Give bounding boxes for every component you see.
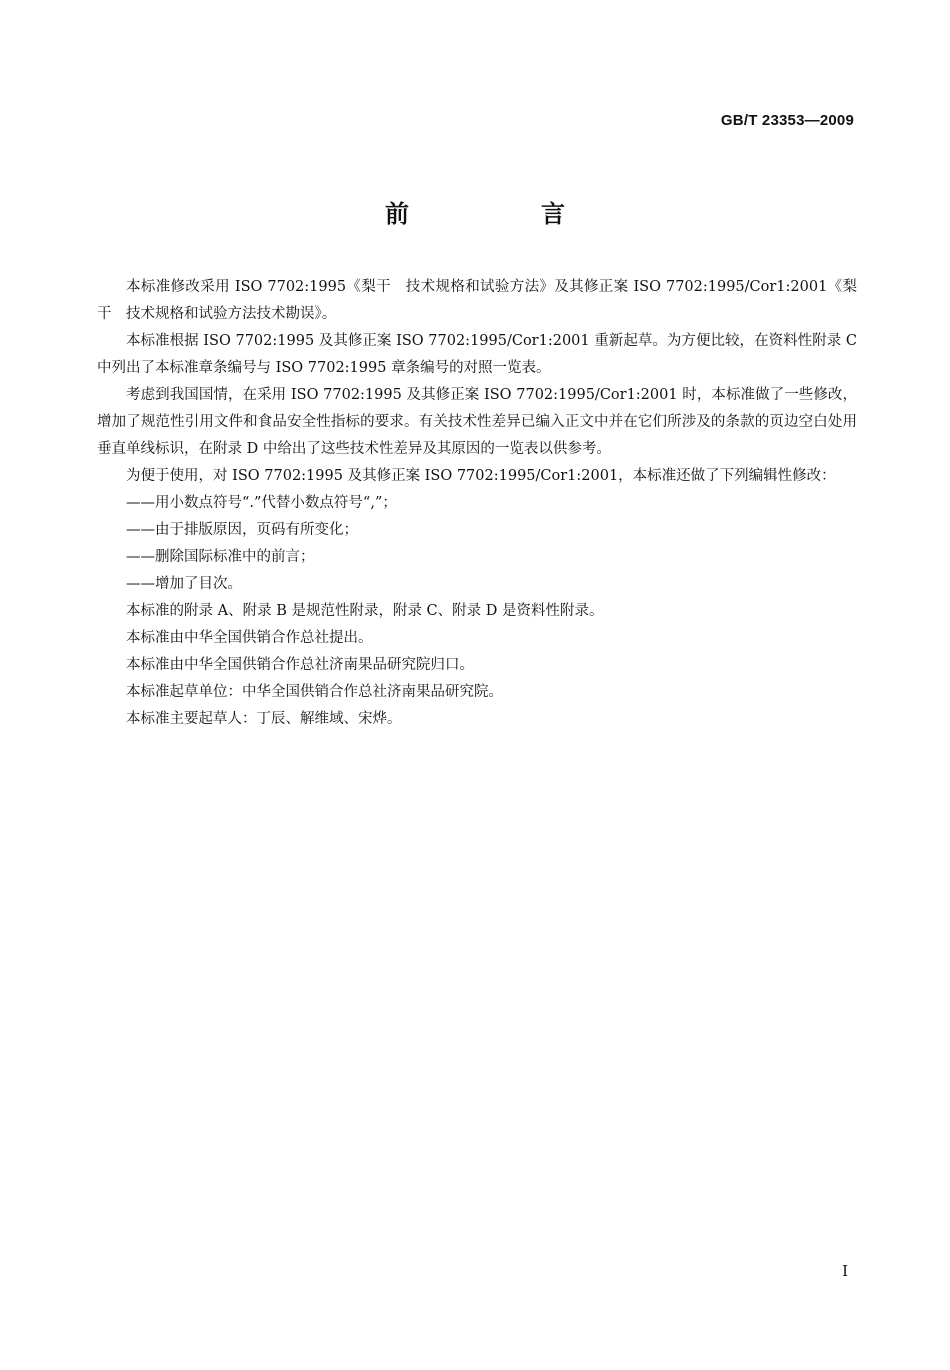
edit-item-decimal: ——用小数点符号“.”代替小数点符号“,”；: [126, 495, 397, 511]
edit-item-pagination: ——由于排版原因，页码有所变化；: [126, 522, 358, 538]
paragraph-drafting-unit: 本标准起草单位：中华全国供销合作总社济南果品研究院。: [126, 684, 503, 700]
paragraph-centralized: 本标准由中华全国供销合作总社济南果品研究院归口。: [126, 657, 474, 673]
page-title: 前 言: [385, 200, 619, 228]
paragraph-proposer: 本标准由中华全国供销合作总社提出。: [126, 630, 373, 646]
edit-item-preface: ——删除国际标准中的前言；: [126, 549, 315, 565]
paragraph-adoption: 本标准修改采用 ISO 7702:1995《梨干 技术规格和试验方法》及其修正案 ISO 7702:1995/Cor1:2001《梨干 技术规格和试验方法技术勘误》。: [97, 279, 857, 322]
edit-item-contents: ——增加了目次。: [126, 576, 242, 592]
foreword-body: [97, 274, 857, 733]
paragraph-modifications: 考虑到我国国情，在采用 ISO 7702:1995 及其修正案 ISO 7702:1995/Cor1:2001 时，本标准做了一些修改，增加了规范性引用文件和食品安全性指标的要求。有关技术性差异已编入正文中并在它们所涉及的条款的页边空白处用垂直单线标识，在附录 D 中给出了这些技术性差异及其原因的一览表以供参考。: [97, 387, 857, 457]
page-number: I: [842, 1262, 848, 1280]
paragraph-drafting-basis: 本标准根据 ISO 7702:1995 及其修正案 ISO 7702:1995/Cor1:2001 重新起草。为方便比较，在资料性附录 C 中列出了本标准章条编号与 ISO 7702:1995 章条编号的对照一览表。: [97, 333, 857, 376]
paragraph-editorial-intro: 为便于使用，对 ISO 7702:1995 及其修正案 ISO 7702:1995/Cor1:2001，本标准还做了下列编辑性修改：: [126, 468, 836, 484]
paragraph-annexes: 本标准的附录 A、附录 B 是规范性附录，附录 C、附录 D 是资料性附录。: [126, 603, 604, 619]
standard-number: GB/T 23353—2009: [720, 112, 854, 129]
paragraph-drafters: 本标准主要起草人：丁辰、解维域、宋烨。: [126, 711, 402, 727]
